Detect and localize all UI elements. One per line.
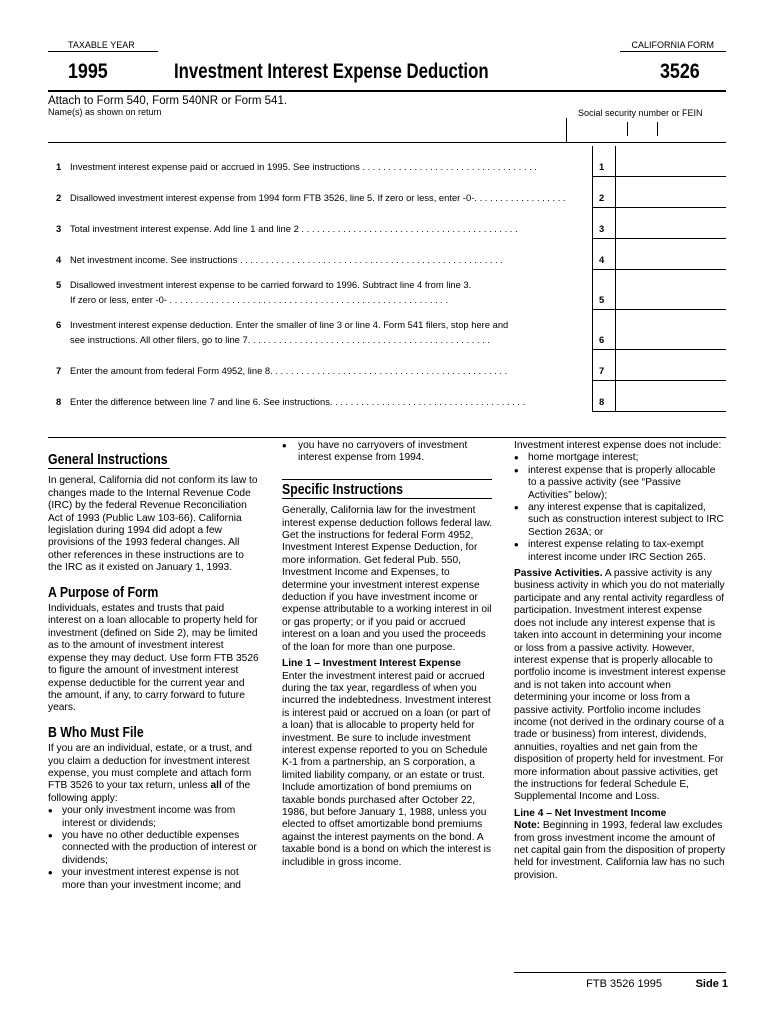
not-include-intro: Investment interest expense does not include: bbox=[514, 440, 722, 451]
line-box: 7 bbox=[592, 350, 616, 381]
form-line-2 bbox=[48, 177, 726, 208]
general-instructions-text: In general, California did not conform its law to changes made to the Internal Revenue Code (IRC) by the federal Revenue Reconciliation Act of 1993 (Public Law 103-66). California legislation during 1994 did adopt a few provisions of the 1993 federal changes. All other references in these instructions are to the IRC as it existed on January 1, 1993. bbox=[48, 475, 258, 574]
ssn-label: Social security number or FEIN bbox=[578, 108, 703, 118]
taxable-year-label: TAXABLE YEAR bbox=[68, 40, 135, 50]
column-1 bbox=[48, 448, 260, 892]
line-text: Enter the difference between line 7 and line 6. See instructions. . . . . . . . . . . . . . . . . . . . . . . . . . . . . . . . . . . . . . bbox=[70, 396, 526, 407]
line-8-amount-field[interactable] bbox=[614, 411, 726, 412]
line-text: see instructions. All other filers, go to line 7. . . . . . . . . . . . . . . . . . . . . . . . . . . . . . . . . . . . . . . . . . . . . . . bbox=[70, 334, 490, 345]
divider bbox=[48, 51, 158, 52]
who-must-file-text: If you are an individual, estate, or a trust, and you claim a deduction for investment interest expense, you must complete and attach form FTB 3526 to your tax return, unless all of the following apply: bbox=[48, 743, 252, 804]
line-text: Net investment income. See instructions . . . . . . . . . . . . . . . . . . . . . . . . . . . . . . . . . . . . . . . . . . . . . . . . . . . bbox=[70, 254, 503, 265]
line-text: Total investment interest expense. Add line 1 and line 2 . . . . . . . . . . . . . . . . . . . . . . . . . . . . . . . . . . . . . . . . . . bbox=[70, 223, 518, 234]
who-must-file-heading: B Who Must File bbox=[48, 723, 144, 741]
line-text: Disallowed investment interest expense to be carried forward to 1996. Subtract line 4 from line 3. bbox=[70, 279, 472, 290]
column-3 bbox=[514, 440, 726, 882]
line-text: If zero or less, enter -0- . . . . . . . . . . . . . . . . . . . . . . . . . . . . . . . . . . . . . . . . . . . . . . . . . . . . . . bbox=[70, 294, 449, 305]
line-text: Disallowed investment interest expense from 1994 form FTB 3526, line 5. If zero or less, enter -0-. . . . . . . . . . . . . . . . . . bbox=[70, 192, 566, 203]
purpose-text: Individuals, estates and trusts that paid interest on a loan allocable to property held for investment (defined on Side 2), may be limited as to the amount of investment interest expense they may deduct. Use form FTB 3526 to figure the amount of investment interest expense deductible for the current year and the amount, if any, to carry forward to future years. bbox=[48, 603, 259, 714]
form-line-3 bbox=[48, 208, 726, 239]
ssn-field[interactable] bbox=[567, 118, 726, 142]
form-title: Investment Interest Expense Deduction bbox=[174, 60, 489, 83]
line-number: 2 bbox=[56, 192, 62, 203]
line-number: 8 bbox=[56, 396, 62, 407]
names-label: Name(s) as shown on return bbox=[48, 107, 162, 117]
line-number: 5 bbox=[56, 279, 62, 290]
line-number: 3 bbox=[56, 223, 62, 234]
general-instructions-heading: General Instructions bbox=[48, 451, 168, 468]
form-line-6 bbox=[48, 310, 726, 350]
form-number: 3526 bbox=[660, 60, 700, 83]
line-number: 6 bbox=[56, 319, 62, 330]
header-rule bbox=[48, 90, 726, 92]
bullet-item: • your investment interest expense is not more than your investment income; and bbox=[48, 867, 260, 892]
bullet-item: • interest expense that is properly allocable to a passive activity (see “Passive Activities” below); bbox=[514, 465, 726, 502]
bullet-item: • your only investment income was from interest or dividends; bbox=[48, 805, 260, 830]
divider bbox=[620, 51, 726, 52]
line-number: 4 bbox=[56, 254, 62, 265]
california-form-label: CALIFORNIA FORM bbox=[631, 40, 714, 50]
bullet-item: • interest expense relating to tax-exempt interest income under IRC Section 265. bbox=[514, 539, 726, 564]
form-line-4 bbox=[48, 239, 726, 270]
specific-instructions-heading: Specific Instructions bbox=[282, 480, 403, 498]
divider bbox=[514, 972, 726, 973]
form-line-7 bbox=[48, 350, 726, 381]
note-text: Note: Beginning in 1993, federal law excludes from gross investment income the amount of net capital gain from the disposition of property held for investment. California law has no such provision. bbox=[514, 820, 726, 881]
specific-instructions-text: Generally, California law for the investment interest expense deduction follows federal law. Get the instructions for federal Form 4952, Investment Interest Expense Deduction, for more information. Get federal Pub. 550, Investment Income and Expenses, to determine your investment interest expense deduction if you have investment income or expense attributable to a working interest in oil or gas property; or if you paid or accrued interest on a loan and you used the proceeds of the loan for more than one purpose. bbox=[282, 505, 493, 653]
bullet-item: • you have no carryovers of investment interest expense from 1994. bbox=[282, 440, 494, 465]
line-1-heading: Line 1 – Investment Interest Expense bbox=[282, 658, 461, 670]
line-box: 5 bbox=[592, 270, 616, 310]
line-box: 1 bbox=[592, 146, 616, 177]
line-number: 1 bbox=[56, 161, 62, 172]
bullet-item: • you have no other deductible expenses connected with the production of interest or dividends; bbox=[48, 830, 260, 867]
attach-instruction: Attach to Form 540, Form 540NR or Form 541. bbox=[48, 95, 288, 107]
line-box: 6 bbox=[592, 310, 616, 350]
form-line-8 bbox=[48, 381, 726, 412]
passive-activities-text: Passive Activities. A passive activity is any business activity in which you do not materially participate and any rental activity regardless of participation. Investment interest expense does not include any interest expense that is taken into account in determining your income or loss from a passive activity. However, interest expense that is properly allocable to portfolio income is investment interest expense and is not taken into account when determining your income or loss from a passive activity. Portfolio income includes income (not derived in the ordinary course of a trade or business) from interest, dividends, annuities, royalties and net gain from the disposition of property held for investment. For more information about passive activities, get the instructions for federal Schedule E, Supplemental Income and Loss. bbox=[514, 568, 726, 803]
line-box: 8 bbox=[592, 381, 616, 412]
bullet-item: • home mortgage interest; bbox=[514, 452, 726, 464]
purpose-heading: A Purpose of Form bbox=[48, 583, 159, 601]
line-text: Investment interest expense paid or accrued in 1995. See instructions . . . . . . . . . . . . . . . . . . . . . . . . . . . . . . . . . . bbox=[70, 161, 537, 172]
divider bbox=[48, 142, 726, 143]
footer-side: Side 1 bbox=[695, 978, 728, 990]
line-box: 3 bbox=[592, 208, 616, 239]
line-number: 7 bbox=[56, 365, 62, 376]
line-box: 4 bbox=[592, 239, 616, 270]
form-line-1 bbox=[48, 146, 726, 177]
divider bbox=[48, 437, 726, 438]
line-text: Enter the amount from federal Form 4952, line 8. . . . . . . . . . . . . . . . . . . . . . . . . . . . . . . . . . . . . . . . . . . . . . bbox=[70, 365, 508, 376]
bullet-item: • any interest expense that is capitalized, such as construction interest subject to IRC Section 263A; or bbox=[514, 502, 726, 539]
line-4-heading: Line 4 – Net Investment Income bbox=[514, 807, 667, 819]
form-line-5 bbox=[48, 270, 726, 310]
column-2 bbox=[282, 440, 494, 869]
footer-form-id: FTB 3526 1995 bbox=[586, 978, 662, 990]
form-lines bbox=[48, 146, 726, 412]
tax-year: 1995 bbox=[68, 60, 108, 83]
names-field[interactable] bbox=[48, 118, 567, 142]
line-text: Investment interest expense deduction. Enter the smaller of line 3 or line 4. Form 541 filers, stop here and bbox=[70, 319, 509, 330]
line-box: 2 bbox=[592, 177, 616, 208]
line-1-text: Enter the investment interest paid or accrued during the tax year, regardless of when you incurred the indebtedness. Investment interest is interest paid or accrued on a loan (or part of a loan) that is allocable to property held for investment. Be sure to include investment interest expense reported to you on Schedule K-1 from a partnership, an S corporation, a limited liability company, or an estate or trust. Include amortization of bond premiums on taxable bonds purchased after October 22, 1986, but before January 1, 1988, unless you elected to offset amortizable bond premiums against the interest payments on the bond. A taxable bond is a bond on which the interest is includible in gross income. bbox=[282, 670, 491, 868]
